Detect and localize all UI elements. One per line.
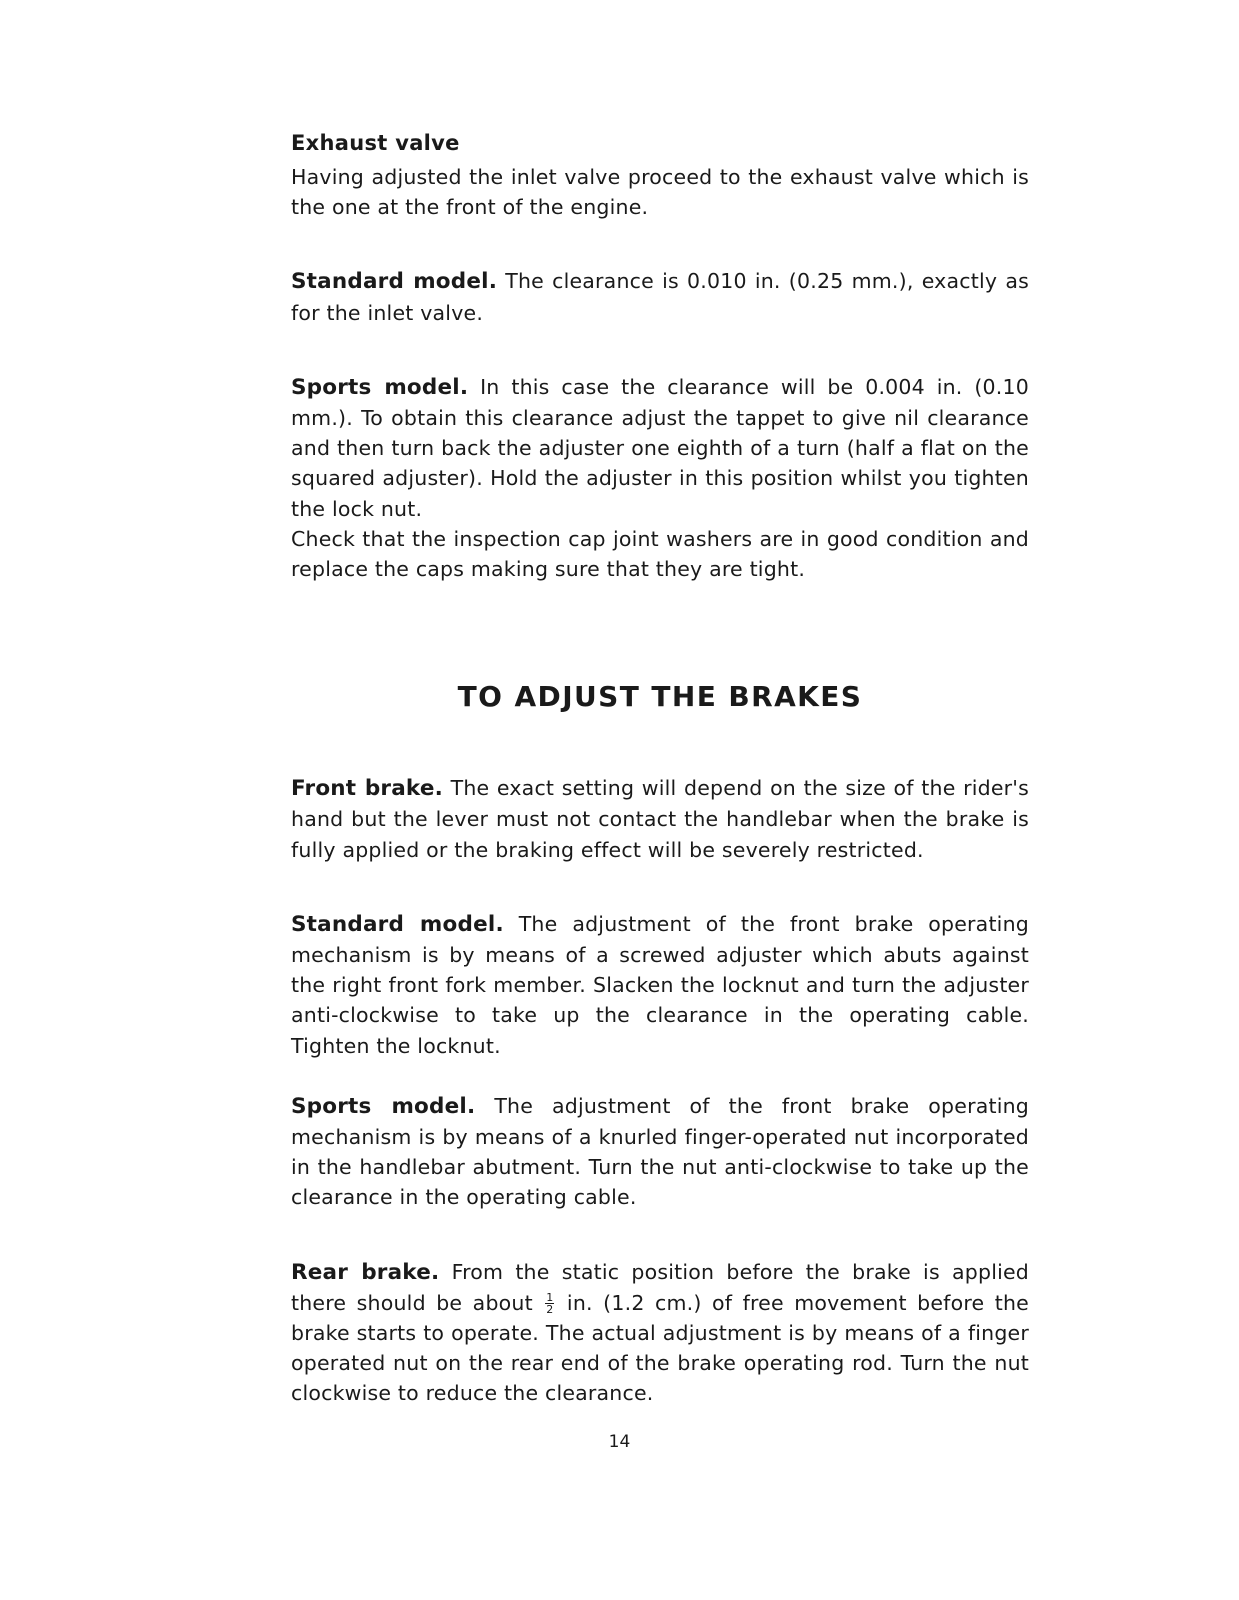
paragraph-body: In this case the clearance will be 0.004 in. (0.10 mm.). To obtain this clearance adjust the tappet to give nil clearance and then turn back the adjuster one eighth of a turn (half a flat on the squared adjuster). Hold the adjuster in this position whilst you tighten the lock nut. (291, 374, 1030, 521)
front-brake-paragraph (291, 773, 1029, 865)
paragraph-body: From the static position before the brake is applied there should be about (291, 1259, 1030, 1315)
paragraph-lead: Sports model. (291, 374, 469, 400)
exhaust-sports-model-paragraph (291, 372, 1029, 524)
exhaust-standard-model-paragraph (291, 266, 1029, 327)
half-fraction (545, 1292, 554, 1315)
front-sports-model-paragraph (291, 1091, 1029, 1213)
inspection-cap-paragraph: Check that the inspection cap joint washers are in good condition and replace the caps making sure that they are tight. (291, 526, 1029, 582)
exhaust-valve-heading: Exhaust valve (291, 131, 460, 155)
manual-page-content (291, 128, 1029, 1409)
paragraph-body: The clearance is 0.010 in. (0.25 mm.), exactly as for the inlet valve. (291, 269, 1029, 325)
paragraph-lead: Standard model. (291, 911, 504, 937)
paragraph-lead: Standard model. (291, 269, 498, 295)
rear-brake-paragraph (291, 1257, 1029, 1409)
paragraph-body: The exact setting will depend on the size of the rider's hand but the lever must not contact the handlebar when the brake is fully applied or the braking effect will be severely restricted. (291, 776, 1029, 862)
paragraph-lead: Sports model. (291, 1093, 476, 1119)
paragraph-body: The adjustment of the front brake operating mechanism is by means of a knurled finger-operated nut incorporated in the handlebar abutment. Turn the nut anti-clockwise to take up the clearance in the operating cable. (291, 1093, 1030, 1210)
paragraph-lead: Front brake. (291, 776, 443, 802)
paragraph-body: The adjustment of the front brake operating mechanism is by means of a screwed adjuster which abuts against the right front fork member. Slacken the locknut and turn the adjuster anti-clockwise to take up the clearance in the operating cable. Tighten the locknut. (291, 911, 1029, 1058)
exhaust-valve-paragraph: Having adjusted the inlet valve proceed to the exhaust valve which is the one at the front of the engine. (291, 165, 1029, 220)
brakes-section-title: TO ADJUST THE BRAKES (457, 680, 863, 714)
paragraph-body-continued: in. (1.2 cm.) of free movement before the brake starts to operate. The actual adjustment is by means of a finger operated nut on the rear end of the brake operating rod. Turn the nut clockwise to reduce the clearance. (291, 1290, 1029, 1406)
paragraph-lead: Rear brake. (291, 1259, 440, 1285)
fraction-denominator: 2 (546, 1303, 554, 1317)
front-standard-model-paragraph (291, 909, 1029, 1061)
fraction-numerator: 1 (546, 1291, 554, 1305)
page-number: 14 (608, 1432, 631, 1452)
